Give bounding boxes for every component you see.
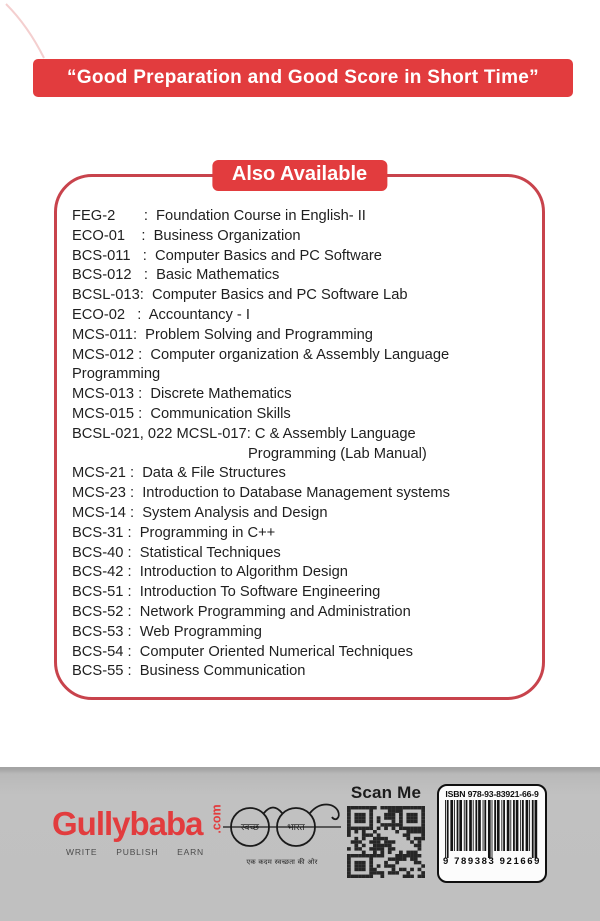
course-list-item: BCS-011 : Computer Basics and PC Software [72, 247, 382, 264]
isbn-digits: 9 789383 921669 [443, 856, 541, 867]
course-list-item: BCS-40 : Statistical Techniques [72, 544, 281, 561]
publisher-logo [52, 804, 224, 857]
publisher-taglines [66, 847, 204, 857]
gandhi-glasses-icon [222, 797, 342, 851]
tagline-publish: PUBLISH [116, 847, 159, 857]
isbn-barcode [445, 800, 539, 858]
course-list-item-continuation: Programming [72, 366, 161, 383]
course-list-item: BCS-012 : Basic Mathematics [72, 267, 280, 284]
scan-me-block [344, 783, 428, 878]
course-list-item-continuation: Programming (Lab Manual) [248, 445, 427, 462]
course-list-item: BCS-54 : Computer Oriented Numerical Techniques [72, 643, 413, 660]
course-list-item: MCS-21 : Data & File Structures [72, 465, 286, 482]
course-list-item: BCS-55 : Business Communication [72, 663, 306, 680]
course-list-item: BCSL-021, 022 MCSL-017: C & Assembly Language [72, 425, 416, 442]
course-list-item: BCS-52 : Network Programming and Administration [72, 603, 411, 620]
swachh-tagline: एक कदम स्वच्छता की ओर [246, 858, 318, 866]
footer-band [0, 767, 600, 921]
tagline-earn: EARN [177, 847, 204, 857]
gullybaba-domain-text: .com [209, 804, 224, 834]
swachh-left-lens-text: स्वच्छ [240, 823, 260, 833]
course-list-item: MCS-14 : System Analysis and Design [72, 504, 328, 521]
course-list-item: BCS-31 : Programming in C++ [72, 524, 276, 541]
tagline-write: WRITE [66, 847, 98, 857]
isbn-block [437, 784, 547, 883]
course-list-item: FEG-2 : Foundation Course in English- II [72, 208, 366, 224]
also-available-box [54, 163, 545, 700]
scan-me-label: Scan Me [350, 783, 422, 802]
gullybaba-logo-text: Gullybaba [52, 805, 203, 842]
course-list-item: ECO-01 : Business Organization [72, 227, 301, 244]
isbn-number-label: ISBN 978-93-83921-66-9 [445, 789, 539, 799]
course-list-item: BCS-42 : Introduction to Algorithm Design [72, 564, 348, 581]
slogan-banner [33, 59, 573, 97]
course-list-item: MCS-013 : Discrete Mathematics [72, 386, 292, 403]
swachh-right-lens-text: भारत [287, 823, 305, 833]
also-available-title: Also Available [212, 160, 387, 191]
swachh-bharat-logo [222, 797, 342, 866]
course-list-item: ECO-02 : Accountancy - I [72, 306, 250, 323]
course-list-item: BCSL-013: Computer Basics and PC Software Lab [72, 287, 408, 304]
course-list [57, 177, 542, 682]
course-list-item: MCS-011: Problem Solving and Programming [72, 326, 373, 343]
course-list-item: MCS-012 : Computer organization & Assembly Language [72, 346, 450, 363]
course-list-item: BCS-53 : Web Programming [72, 623, 262, 640]
course-list-item: MCS-015 : Communication Skills [72, 405, 291, 422]
slogan-text: “Good Preparation and Good Score in Short Time” [67, 67, 539, 88]
course-list-item: MCS-23 : Introduction to Database Management systems [72, 485, 450, 502]
course-list-item: BCS-51 : Introduction To Software Engineering [72, 584, 381, 601]
qr-code [347, 806, 425, 878]
